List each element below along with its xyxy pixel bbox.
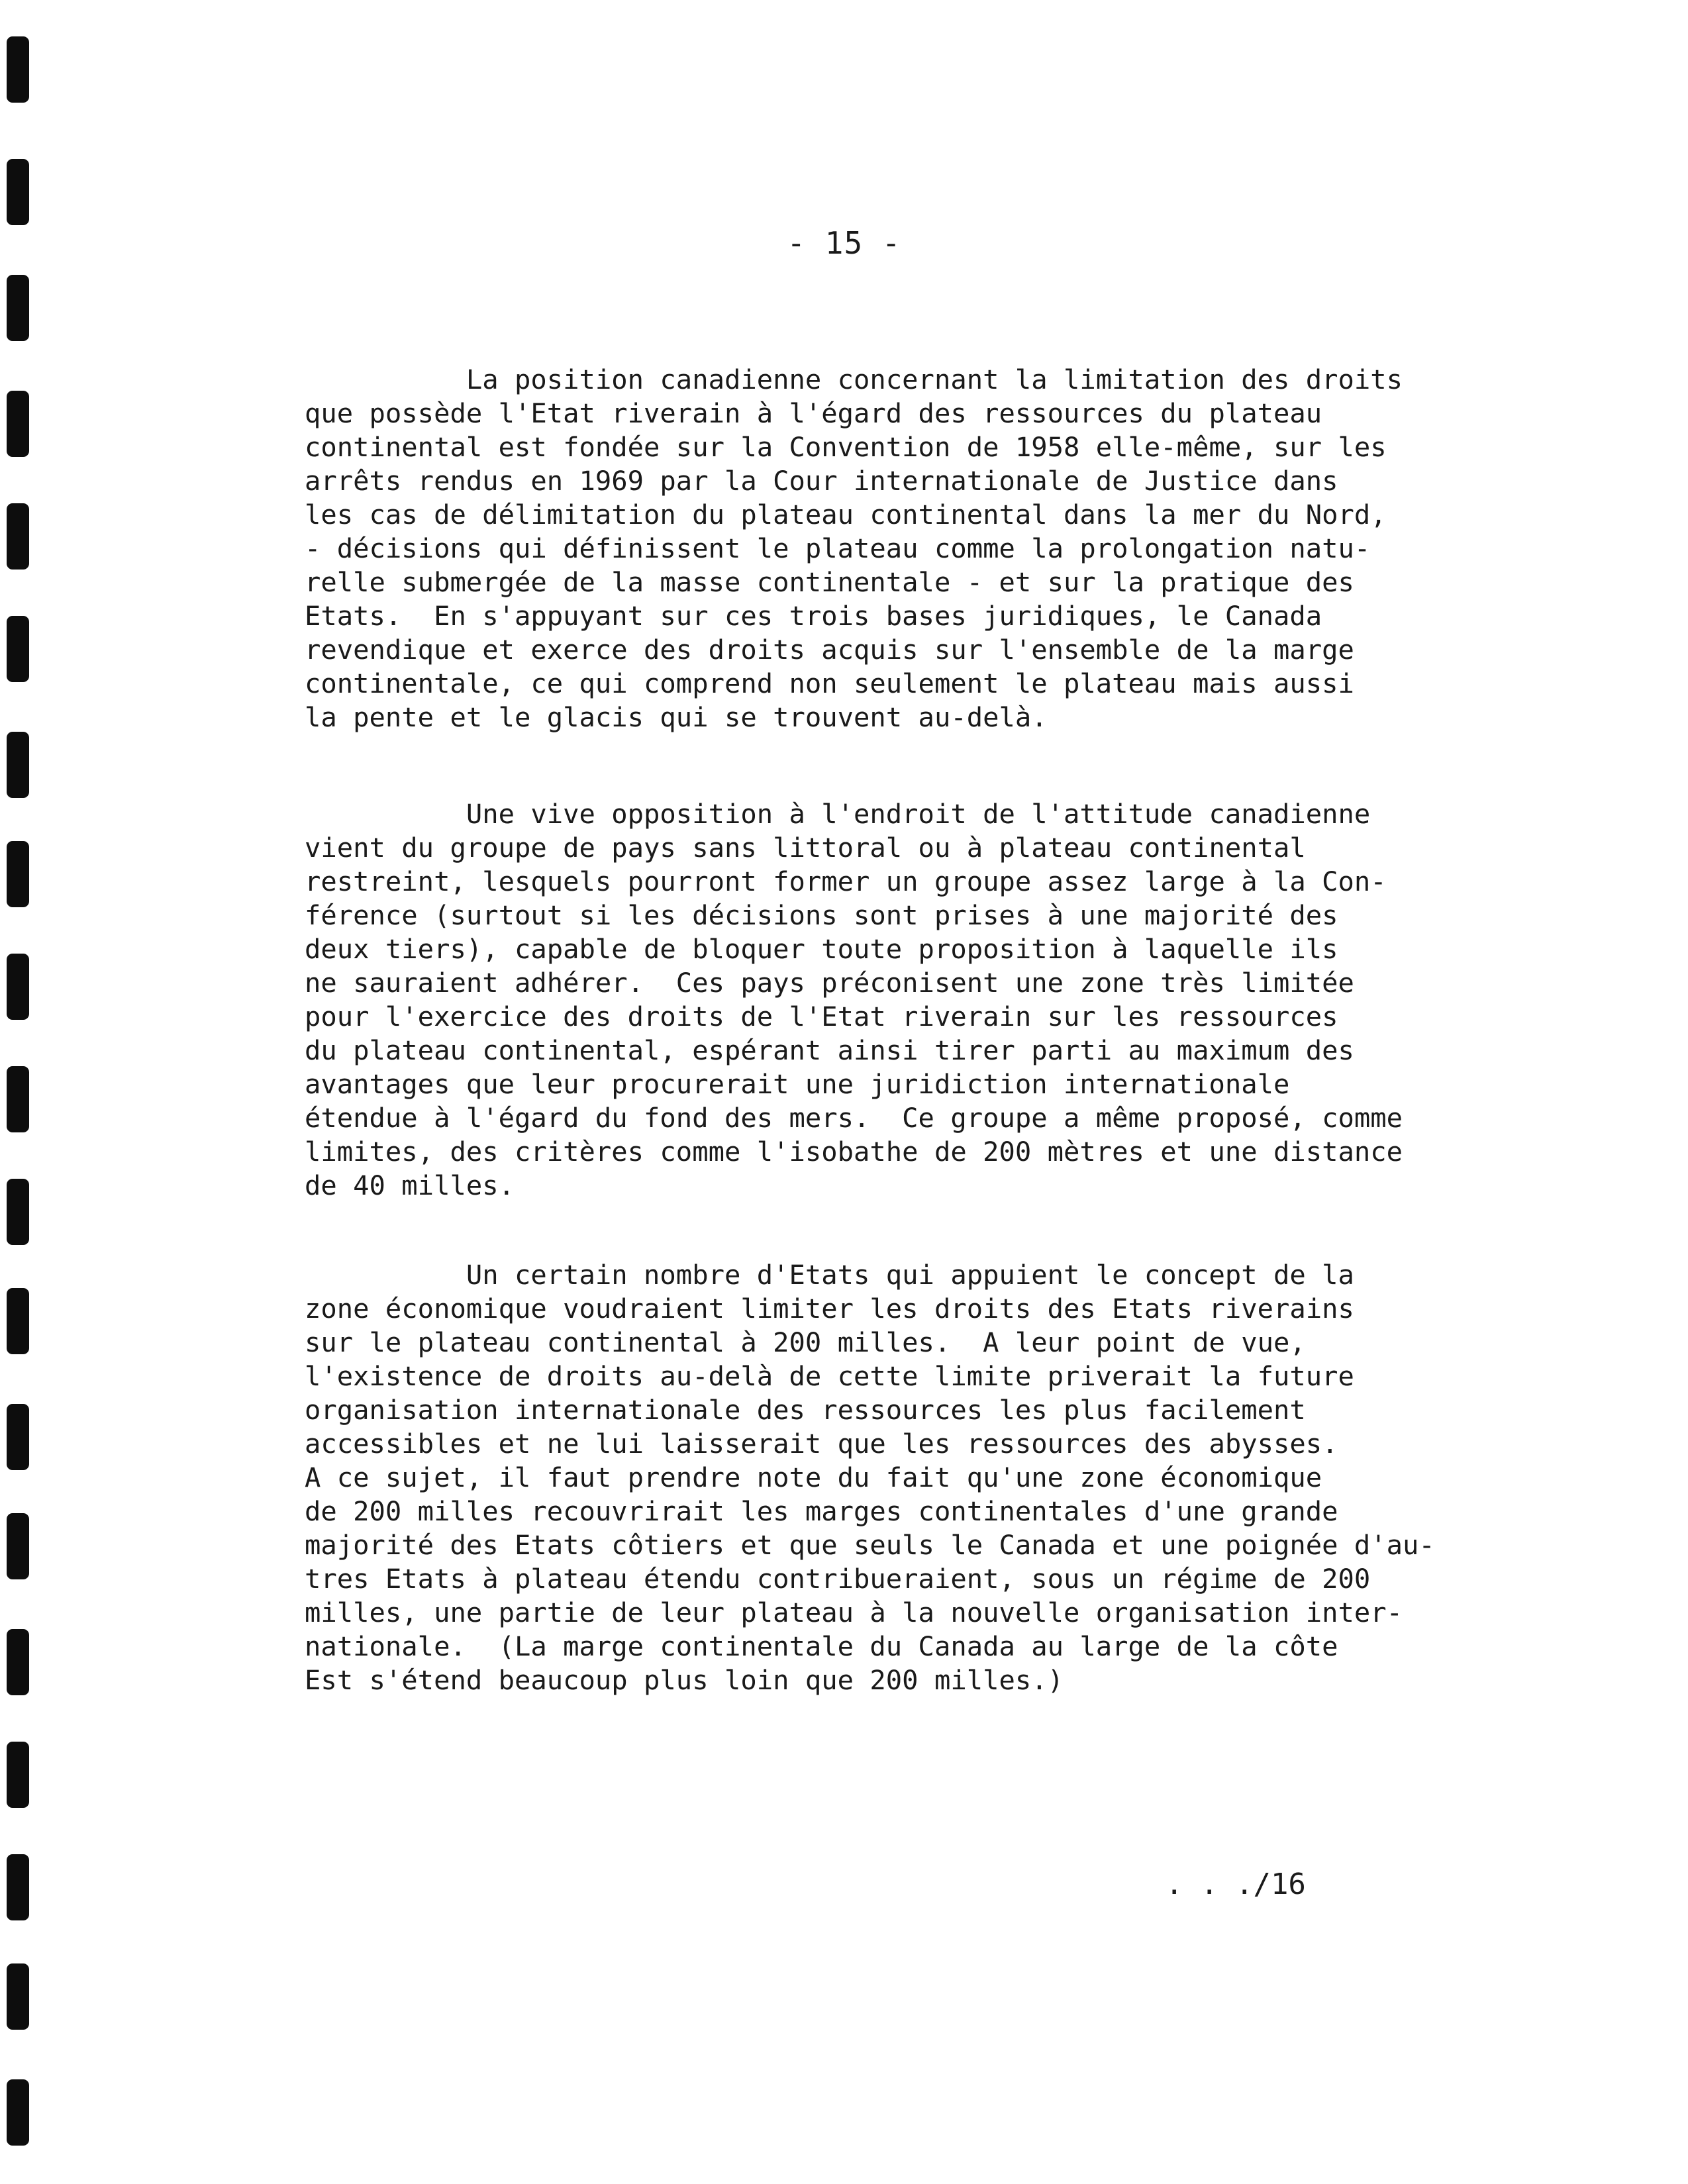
- punch-mark: [7, 159, 29, 225]
- punch-mark: [7, 1629, 29, 1695]
- punch-mark: [7, 503, 29, 570]
- punch-mark: [7, 1179, 29, 1245]
- page-number: - 15 -: [787, 225, 901, 261]
- punch-mark: [7, 841, 29, 907]
- punch-mark: [7, 2079, 29, 2146]
- punch-mark: [7, 732, 29, 798]
- binding-punch-marks: [7, 0, 33, 2184]
- punch-mark: [7, 36, 29, 103]
- punch-mark: [7, 954, 29, 1020]
- punch-mark: [7, 1404, 29, 1470]
- punch-mark: [7, 1513, 29, 1579]
- punch-mark: [7, 1963, 29, 2030]
- continuation-marker: . . ./16: [1166, 1867, 1306, 1901]
- punch-mark: [7, 391, 29, 457]
- punch-mark: [7, 1854, 29, 1920]
- paragraph-opposition: Une vive opposition à l'endroit de l'attitude canadienne vient du groupe de pays sans littoral ou à plateau continental restreint, lesquels pourront former un groupe assez large à la Con- férence (surtout si les décisions sont prises à une majorité des deux tiers), capable de bloquer toute proposition à laquelle ils ne sauraient adhérer. Ces pays préconisent une zone très limitée pour l'exercice des droits de l'Etat riverain sur les ressources du plateau continental, espérant ainsi tirer parti au maximum des avantages que leur procurerait une juridiction internationale étendue à l'égard du fond des mers. Ce groupe a même proposé, comme limites, des critères comme l'isobathe de 200 mètres et une distance de 40 milles.: [305, 798, 1403, 1201]
- punch-mark: [7, 1742, 29, 1808]
- paragraph-position-canadienne: La position canadienne concernant la limitation des droits que possède l'Etat riverain à l'égard des ressources du plateau continental est fondée sur la Convention de 1958 elle-même, sur les arrêts rendus en 1969 par la Cour internationale de Justice dans les cas de délimitation du plateau continental dans la mer du Nord, - décisions qui définissent le plateau comme la prolongation natu- relle submergée de la masse continentale - et sur la pratique des Etats. En s'appuyant sur ces trois bases juridiques, le Canada revendique et exerce des droits acquis sur l'ensemble de la marge continentale, ce qui comprend non seulement le plateau mais aussi la pente et le glacis qui se trouvent au-delà.: [305, 364, 1403, 733]
- punch-mark: [7, 275, 29, 341]
- punch-mark: [7, 616, 29, 682]
- paragraph-zone-economique: Un certain nombre d'Etats qui appuient le concept de la zone économique voudraient limiter les droits des Etats riverains sur le plateau continental à 200 milles. A leur point de vue, l'existence de droits au-delà de cette limite priverait la future organisation internationale des ressources les plus facilement accessibles et ne lui laisserait que les ressources des abysses. A ce sujet, il faut prendre note du fait qu'une zone économique de 200 milles recouvrirait les marges continentales d'une grande majorité des Etats côtiers et que seuls le Canada et une poignée d'au- tres Etats à plateau étendu contribueraient, sous un régime de 200 milles, une partie de leur plateau à la nouvelle organisation inter- nationale. (La marge continentale du Canada au large de la côte Est s'étend beaucoup plus loin que 200 milles.): [305, 1259, 1435, 1696]
- punch-mark: [7, 1066, 29, 1132]
- punch-mark: [7, 1288, 29, 1354]
